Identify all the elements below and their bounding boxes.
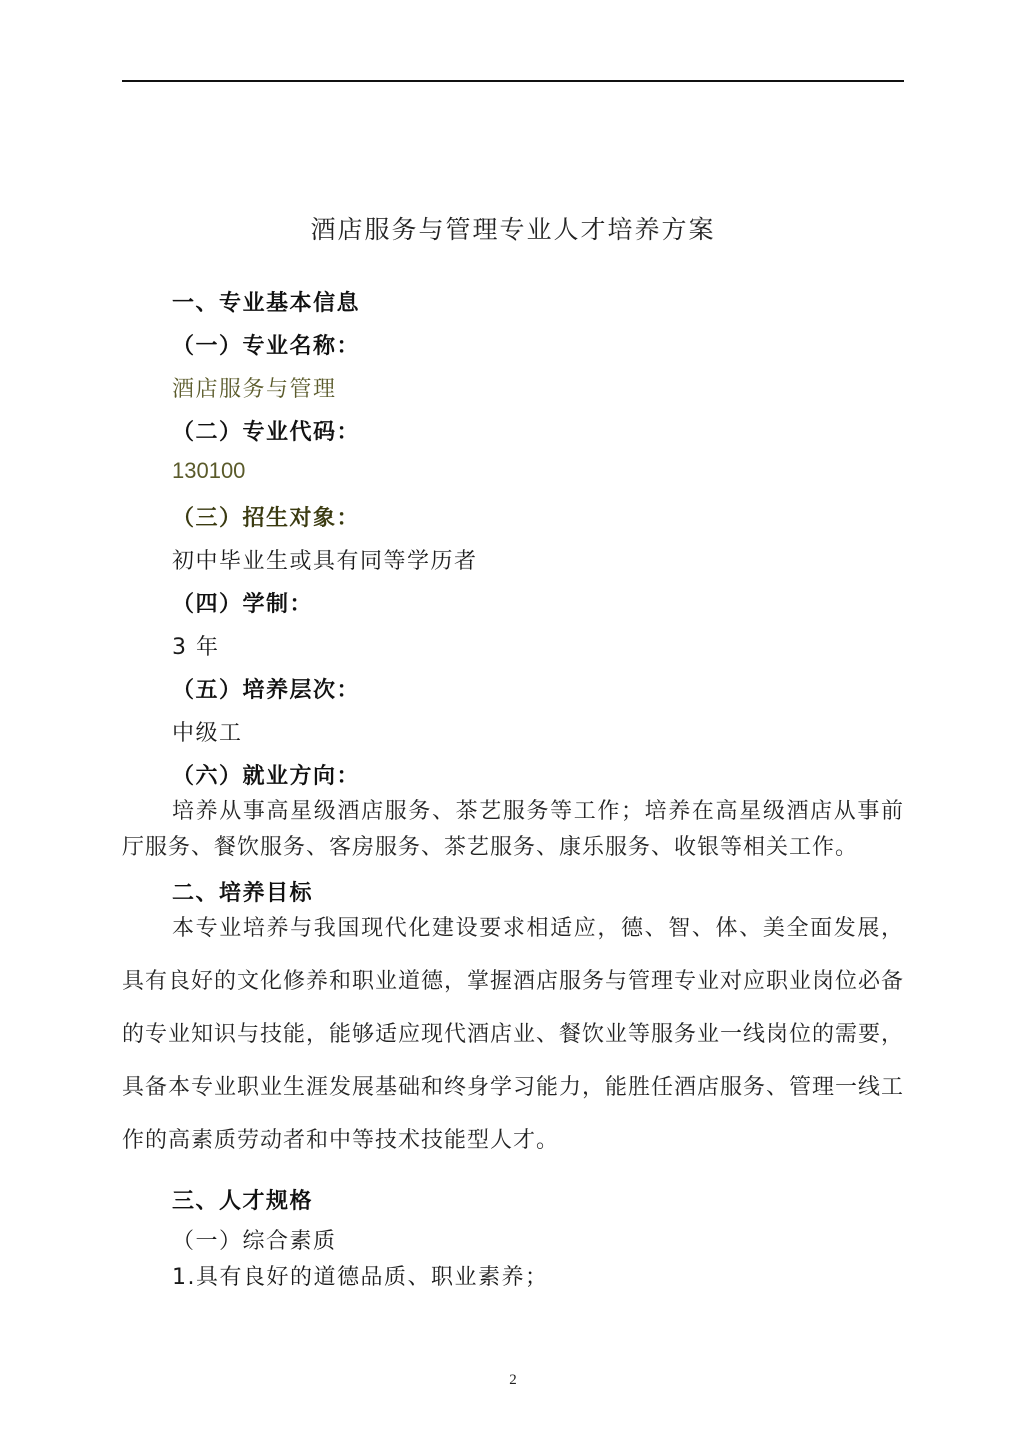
training-level-label: （五）培养层次： xyxy=(172,678,361,703)
section2-heading: 二、培养目标 xyxy=(172,881,314,906)
duration-value: 3 年 xyxy=(172,635,220,660)
section1-heading: 一、专业基本信息 xyxy=(172,291,361,316)
employment-direction-label: （六）就业方向： xyxy=(172,764,361,789)
major-code-value: 130100 xyxy=(172,458,246,483)
section3-heading: 三、人才规格 xyxy=(172,1189,314,1214)
enrollment-target-value: 初中毕业生或具有同等学历者 xyxy=(172,549,478,574)
header-rule xyxy=(122,80,904,82)
enrollment-target-label: （三）招生对象： xyxy=(172,506,361,531)
major-name-value: 酒店服务与管理 xyxy=(172,377,337,402)
quality-item-1: 1.具有良好的道德品质、职业素养； xyxy=(172,1265,549,1290)
document-title: 酒店服务与管理专业人才培养方案 xyxy=(310,215,716,244)
comprehensive-quality-heading: （一）综合素质 xyxy=(172,1229,337,1254)
employment-direction-text: 培养从事高星级酒店服务、茶艺服务等工作；培养在高星级酒店从事前厅服务、餐饮服务、客房服务、茶艺服务、康乐服务、收银等相关工作。 xyxy=(122,799,904,860)
training-level-value: 中级工 xyxy=(172,721,243,746)
training-goal-text: 本专业培养与我国现代化建设要求相适应，德、智、体、美全面发展，具有良好的文化修养和职业道德，掌握酒店服务与管理专业对应职业岗位必备的专业知识与技能，能够适应现代酒店业、餐饮业等服务业一线岗位的需要，具备本专业职业生涯发展基础和终身学习能力，能胜任酒店服务、管理一线工作的高素质劳动者和中等技术技能型人才。 xyxy=(122,916,905,1153)
major-name-label: （一）专业名称： xyxy=(172,334,361,359)
duration-label: （四）学制： xyxy=(172,592,314,617)
page-number: 2 xyxy=(509,1372,517,1388)
major-code-label: （二）专业代码： xyxy=(172,420,361,445)
